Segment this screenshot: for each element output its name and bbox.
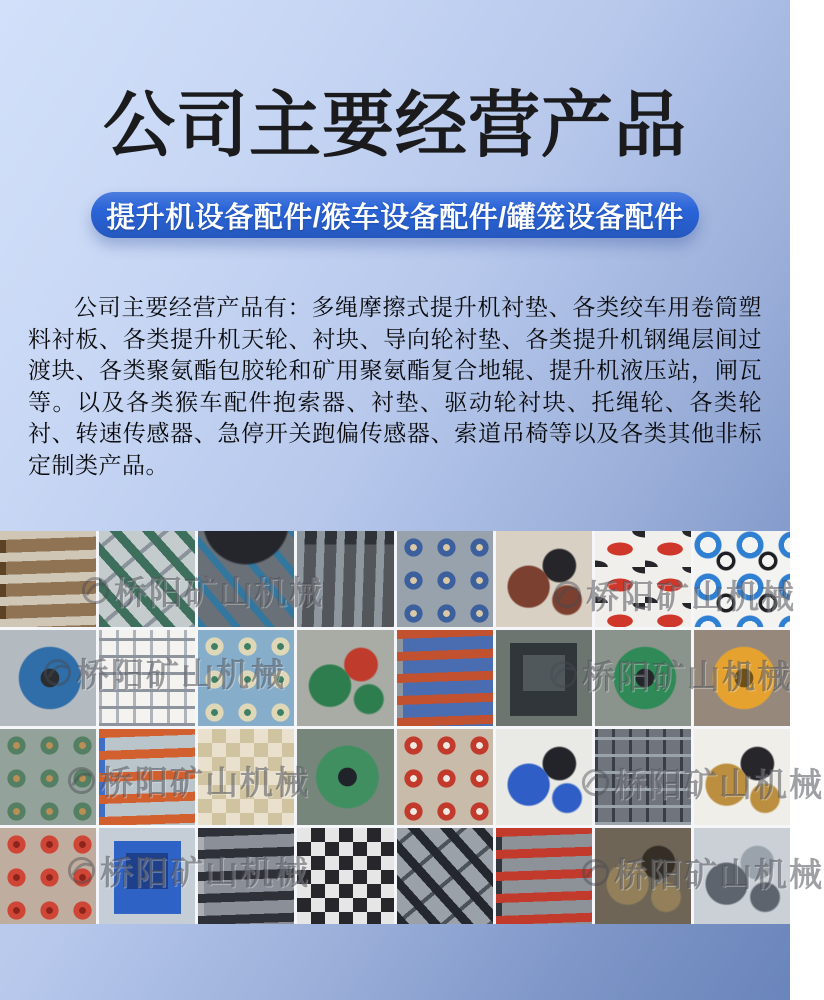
photo-speed-sensor-device: [496, 729, 592, 825]
photo-orange-blue-brakes: [99, 729, 195, 825]
photo-polyurethane-blocks: [198, 729, 294, 825]
intro-paragraph: 公司主要经营产品有：多绳摩擦式提升机衬垫、各类绞车用卷筒塑料衬板、各类提升机天轮、衬块、导向轮衬垫、各类提升机钢绳层间过渡块、各类聚氨酯包胶轮和矿用聚氨酯复合地辊、提升机液压站，闸瓦等。以及各类猴车配件抱索器、衬垫、驱动轮衬块、托绳轮、各类轮衬、转速传感器、急停开关跑偏传感器、索道吊椅等以及各类其他非标定制类产品。: [28, 294, 762, 478]
photo-hydraulic-station: [297, 630, 393, 726]
watermark-text: 桥阳矿山机械: [114, 574, 324, 611]
watermark-text: 桥阳矿山机械: [76, 656, 286, 693]
photo-flameproof-switch-box: [99, 828, 195, 924]
photo-brass-rail-parts: [694, 729, 790, 825]
photo-red-wheel-pulleys: [397, 729, 493, 825]
photo-cables-and-fittings: [694, 531, 790, 627]
photo-pulley-warehouse: [397, 531, 493, 627]
category-banner: [91, 192, 699, 238]
watermark-text: 桥阳矿山机械: [582, 658, 792, 695]
photo-metal-clip-board: [595, 729, 691, 825]
photo-bronze-castings-pile: [595, 828, 691, 924]
photo-electrical-cabinet: [496, 630, 592, 726]
photo-assorted-parts-pile: [496, 531, 592, 627]
photo-bracket-rows: [198, 828, 294, 924]
photo-black-roller-pile: [397, 828, 493, 924]
photo-friction-brake-pads: [595, 531, 691, 627]
photo-gray-cast-housings: [694, 828, 790, 924]
watermark-text: 桥阳矿山机械: [614, 766, 824, 803]
photo-grooved-rope-drum: [297, 729, 393, 825]
photo-red-roller-pile: [0, 828, 96, 924]
photo-red-hanger-rows: [496, 828, 592, 924]
category-banner-text: 提升机设备配件/猴车设备配件/罐笼设备配件: [106, 201, 684, 234]
page-title: 公司主要经营产品: [102, 86, 687, 166]
watermark-text: 桥阳矿山机械: [100, 764, 310, 801]
photo-product-catalog-page: [99, 630, 195, 726]
photo-orange-sheave-wheel: [694, 630, 790, 726]
watermark-text: 桥阳矿山机械: [614, 856, 824, 893]
watermark-text: 桥阳矿山机械: [586, 578, 796, 615]
watermark-text: 桥阳矿山机械: [100, 854, 310, 891]
photo-tunnel-conveyor-line: [198, 531, 294, 627]
photo-green-flange-couplings: [0, 729, 96, 825]
photo-ropeway-drive-wheels: [198, 630, 294, 726]
photo-brake-unit-rack: [397, 630, 493, 726]
photo-steel-frame-structures: [297, 531, 393, 627]
photo-workshop-ceiling-parts: [99, 531, 195, 627]
photo-rope-clamp-rack: [0, 531, 96, 627]
photo-mine-hoist-winder: [595, 630, 691, 726]
product-photo-gallery: [0, 531, 824, 924]
photo-black-parts-on-cloth: [297, 828, 393, 924]
photo-cable-drum-closeup: [0, 630, 96, 726]
